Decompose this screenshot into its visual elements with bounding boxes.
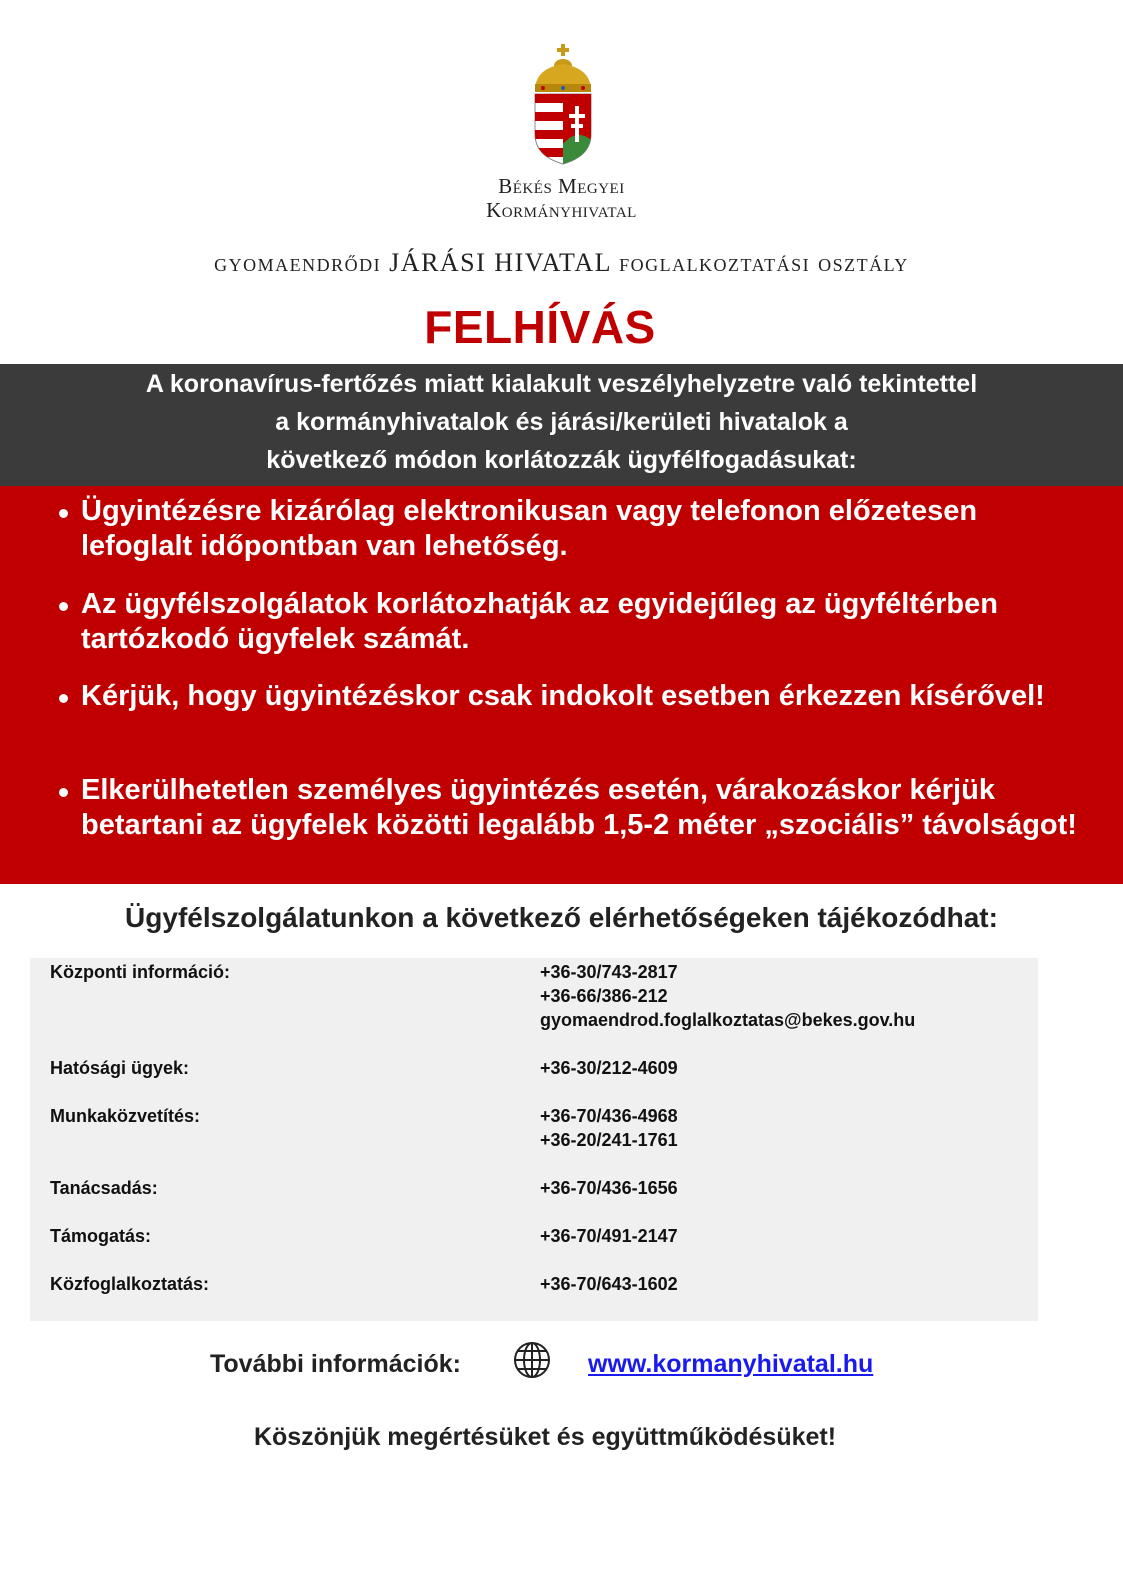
bullet-dot-icon [59,509,68,518]
rule-item [81,494,1091,564]
contact-label: Közfoglalkoztatás: [50,1274,210,1294]
contact-value [540,960,915,1032]
intro-line-2: a kormányhivatalok és járási/kerületi hivatalok a [275,408,848,436]
contact-value [540,1272,678,1296]
phone-number[interactable]: +36-30/743-2817 [540,962,678,982]
contact-value [540,1104,678,1152]
phone-number[interactable]: +36-30/212-4609 [540,1058,678,1078]
contact-value [540,1224,678,1248]
coat-of-arms-logo [531,44,595,166]
more-info-label: További információk: [210,1350,461,1378]
phone-number[interactable]: +36-70/436-4968 [540,1106,678,1126]
office-name-part3: foglalkoztatási osztály [619,248,909,277]
contact-table [30,958,1038,1321]
rules-band [0,486,1123,884]
office-name-part2: JÁRÁSI HIVATAL [389,248,612,277]
office-name-part1: gyomaendrődi [214,248,382,277]
page-title: FELHÍVÁS [424,301,656,353]
bullet-dot-icon [59,602,68,611]
phone-number[interactable]: +36-70/643-1602 [540,1274,678,1294]
contact-heading: Ügyfélszolgálatunkon a következő elérhetőségeken tájékozódhat: [125,902,998,933]
intro-line-3: következő módon korlátozzák ügyfélfogadásukat: [266,446,857,474]
agency-name-line1: Békés Megyei [498,174,625,198]
contact-label: Központi információ: [50,962,230,982]
rule-item [81,679,1091,714]
rule-item [81,587,1091,657]
contact-value [540,1056,678,1080]
thanks-message: Köszönjük megértésüket és együttműködésüket! [253,1423,837,1451]
rule-text: Elkerülhetetlen személyes ügyintézés esetén, várakozáskor kérjük betartani az ügyfelek közötti legalább 1,5-2 méter „szociális” távolságot! [81,774,1077,841]
intro-band [0,364,1123,486]
contact-label: Hatósági ügyek: [50,1058,190,1078]
intro-line-1: A koronavírus-fertőzés miatt kialakult veszélyhelyzetre való tekintettel [145,370,978,398]
office-name [0,248,1123,278]
phone-number[interactable]: +36-66/386-212 [540,986,668,1006]
rule-text: Ügyintézésre kizárólag elektronikusan vagy telefonon előzetesen lefoglalt időpontban van lehetőség. [81,495,978,562]
contact-value [540,1176,678,1200]
email-address[interactable]: gyomaendrod.foglalkoztatas@bekes.gov.hu [540,1010,916,1030]
contact-label: Munkaközvetítés: [50,1106,201,1126]
rule-item [81,773,1091,843]
website-link[interactable]: www.kormanyhivatal.hu [588,1350,874,1378]
phone-number[interactable]: +36-70/436-1656 [540,1178,678,1198]
contact-label: Tanácsadás: [50,1178,158,1198]
agency-name-line2: Kormányhivatal [486,198,637,222]
phone-number[interactable]: +36-70/491-2147 [540,1226,678,1246]
rule-text: Kérjük, hogy ügyintézéskor csak indokolt esetben érkezzen kísérővel! [81,680,1045,712]
bullet-dot-icon [59,788,68,797]
bullet-dot-icon [59,694,68,703]
contact-label: Támogatás: [50,1226,152,1246]
rule-text: Az ügyfélszolgálatok korlátozhatják az egyidejűleg az ügyféltérben tartózkodó ügyfelek számát. [81,588,998,655]
phone-number[interactable]: +36-20/241-1761 [540,1130,678,1150]
globe-icon [512,1340,552,1380]
